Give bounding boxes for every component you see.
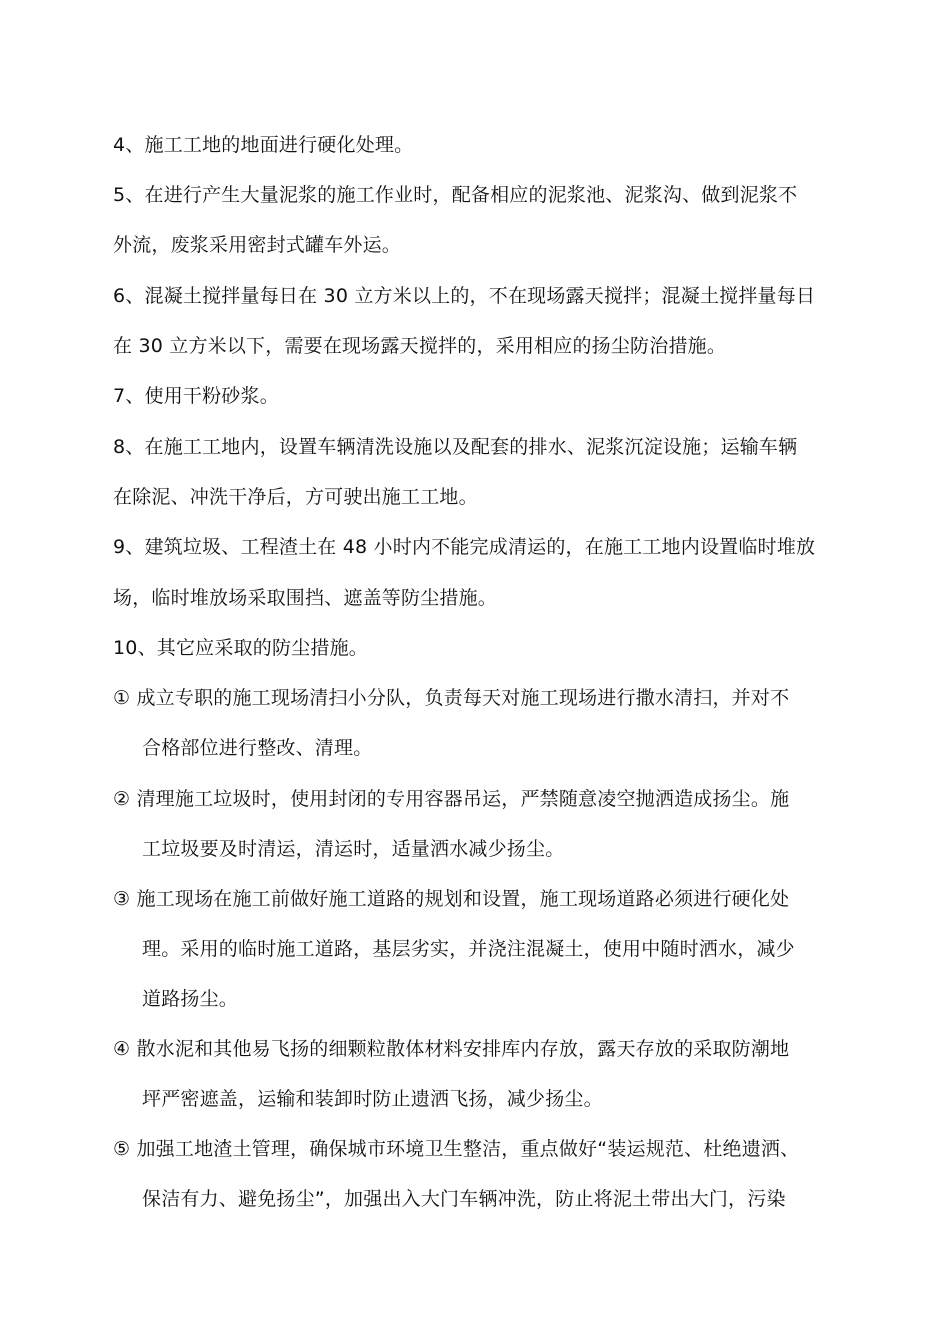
subitem-1-line-2: 合格部位进行整改、清理。 <box>142 737 373 759</box>
subitem-3-line-3: 道路扬尘。 <box>142 988 239 1010</box>
item-9-line-2: 场，临时堆放场采取围挡、遮盖等防尘措施。 <box>113 587 498 609</box>
item-6-line-1: 6、混凝土搅拌量每日在 30 立方米以上的，不在现场露天搅拌；混凝土搅拌量每日 <box>113 285 816 307</box>
subitem-4-line-1: ④ 散水泥和其他易飞扬的细颗粒散体材料安排库内存放，露天存放的采取防潮地 <box>113 1038 790 1060</box>
subitem-5-line-2: 保洁有力、避免扬尘”，加强出入大门车辆冲洗，防止将泥土带出大门，污染 <box>142 1188 786 1210</box>
subitem-1-line-1: ① 成立专职的施工现场清扫小分队，负责每天对施工现场进行撒水清扫，并对不 <box>113 687 790 709</box>
subitem-3-line-2: 理。采用的临时施工道路，基层劣实，并浇注混凝土，使用中随时洒水，减少 <box>142 938 795 960</box>
item-4-line: 4、施工工地的地面进行硬化处理。 <box>113 134 414 156</box>
subitem-3-line-1: ③ 施工现场在施工前做好施工道路的规划和设置，施工现场道路必须进行硬化处 <box>113 888 790 910</box>
subitem-4-line-2: 坪严密遮盖，运输和装卸时防止遗洒飞扬，减少扬尘。 <box>142 1088 603 1110</box>
subitem-2-line-1: ② 清理施工垃圾时，使用封闭的专用容器吊运，严禁随意凌空抛洒造成扬尘。施 <box>113 788 790 810</box>
item-10-line: 10、其它应采取的防尘措施。 <box>113 637 368 659</box>
item-5-line-2: 外流，废浆采用密封式罐车外运。 <box>113 234 402 256</box>
subitem-5-line-1: ⑤ 加强工地渣土管理，确保城市环境卫生整洁，重点做好“装运规范、杜绝遗洒、 <box>113 1138 800 1160</box>
subitem-2-line-2: 工垃圾要及时清运，清运时，适量洒水减少扬尘。 <box>142 838 565 860</box>
item-5-line-1: 5、在进行产生大量泥浆的施工作业时，配备相应的泥浆池、泥浆沟、做到泥浆不 <box>113 184 798 206</box>
item-7-line: 7、使用干粉砂浆。 <box>113 385 279 407</box>
item-6-line-2: 在 30 立方米以下，需要在现场露天搅拌的，采用相应的扬尘防治措施。 <box>113 335 727 357</box>
item-9-line-1: 9、建筑垃圾、工程渣土在 48 小时内不能完成清运的，在施工工地内设置临时堆放 <box>113 536 816 558</box>
item-8-line-1: 8、在施工工地内，设置车辆清洗设施以及配套的排水、泥浆沉淀设施；运输车辆 <box>113 436 798 458</box>
item-8-line-2: 在除泥、冲洗干净后，方可驶出施工工地。 <box>113 486 478 508</box>
